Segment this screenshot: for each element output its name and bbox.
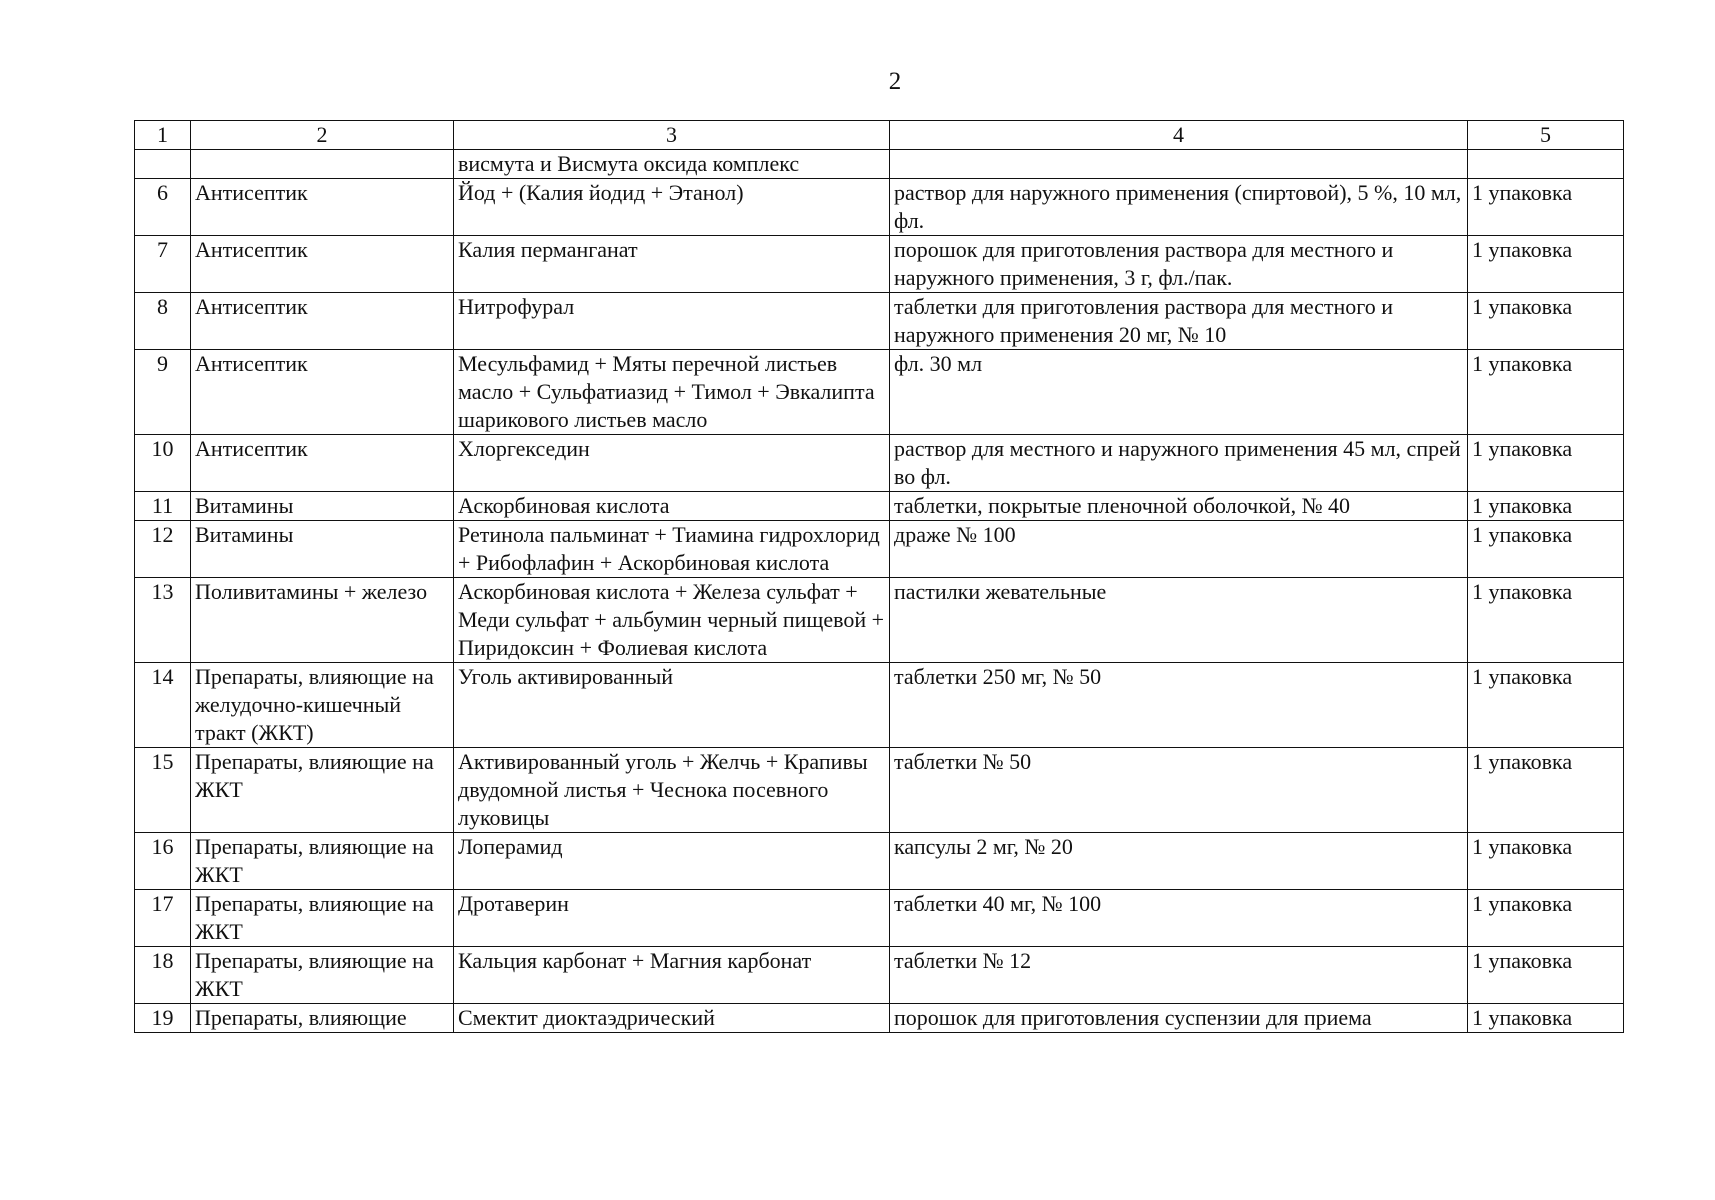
table-row	[135, 1004, 1624, 1033]
row-number: 16	[135, 833, 191, 890]
group-cell: Витамины	[191, 521, 454, 578]
form-cell: таблетки 250 мг, № 50	[890, 663, 1468, 748]
group-cell: Препараты, влияющие на желудочно-кишечный тракт (ЖКТ)	[191, 663, 454, 748]
column-header-4: 4	[890, 121, 1468, 150]
table-row	[135, 435, 1624, 492]
form-cell: пастилки жевательные	[890, 578, 1468, 663]
form-cell	[890, 150, 1468, 179]
form-cell: таблетки № 12	[890, 947, 1468, 1004]
column-header-2: 2	[191, 121, 454, 150]
quantity-cell: 1 упаковка	[1468, 293, 1624, 350]
quantity-cell: 1 упаковка	[1468, 890, 1624, 947]
group-cell: Препараты, влияющие на ЖКТ	[191, 748, 454, 833]
quantity-cell: 1 упаковка	[1468, 492, 1624, 521]
form-cell: таблетки для приготовления раствора для местного и наружного применения 20 мг, № 10	[890, 293, 1468, 350]
table-row	[135, 492, 1624, 521]
table-row	[135, 947, 1624, 1004]
quantity-cell: 1 упаковка	[1468, 236, 1624, 293]
group-cell: Витамины	[191, 492, 454, 521]
form-cell: драже № 100	[890, 521, 1468, 578]
group-cell: Антисептик	[191, 179, 454, 236]
row-number: 18	[135, 947, 191, 1004]
group-cell: Антисептик	[191, 293, 454, 350]
group-cell: Антисептик	[191, 236, 454, 293]
substance-cell: Аскорбиновая кислота + Железа сульфат + Меди сульфат + альбумин черный пищевой + Пиридоксин + Фолиевая кислота	[454, 578, 890, 663]
form-cell: порошок для приготовления суспензии для приема	[890, 1004, 1468, 1033]
quantity-cell: 1 упаковка	[1468, 435, 1624, 492]
form-cell: раствор для местного и наружного применения 45 мл, спрей во фл.	[890, 435, 1468, 492]
form-cell: таблетки, покрытые пленочной оболочкой, № 40	[890, 492, 1468, 521]
substance-cell: Йод + (Калия йодид + Этанол)	[454, 179, 890, 236]
quantity-cell: 1 упаковка	[1468, 578, 1624, 663]
group-cell: Препараты, влияющие	[191, 1004, 454, 1033]
row-number: 15	[135, 748, 191, 833]
substance-cell: Месульфамид + Мяты перечной листьев масло + Сульфатиазид + Тимол + Эвкалипта шарикового листьев масло	[454, 350, 890, 435]
quantity-cell: 1 упаковка	[1468, 1004, 1624, 1033]
substance-cell: Кальция карбонат + Магния карбонат	[454, 947, 890, 1004]
substance-cell: Активированный уголь + Желчь + Крапивы двудомной листья + Чеснока посевного луковицы	[454, 748, 890, 833]
row-number: 6	[135, 179, 191, 236]
row-number: 10	[135, 435, 191, 492]
table-row	[135, 663, 1624, 748]
table-row	[135, 350, 1624, 435]
row-number: 7	[135, 236, 191, 293]
table-row	[135, 293, 1624, 350]
substance-cell: Смектит диоктаэдрический	[454, 1004, 890, 1033]
table-row	[135, 236, 1624, 293]
substance-cell: висмута и Висмута оксида комплекс	[454, 150, 890, 179]
header-row	[135, 121, 1624, 150]
form-cell: фл. 30 мл	[890, 350, 1468, 435]
substance-cell: Аскорбиновая кислота	[454, 492, 890, 521]
table-row	[135, 748, 1624, 833]
quantity-cell	[1468, 150, 1624, 179]
table-row	[135, 150, 1624, 179]
quantity-cell: 1 упаковка	[1468, 947, 1624, 1004]
form-cell: порошок для приготовления раствора для местного и наружного применения, 3 г, фл./пак.	[890, 236, 1468, 293]
table-row	[135, 179, 1624, 236]
group-cell: Препараты, влияющие на ЖКТ	[191, 890, 454, 947]
substance-cell: Калия перманганат	[454, 236, 890, 293]
form-cell: капсулы 2 мг, № 20	[890, 833, 1468, 890]
table-row	[135, 833, 1624, 890]
group-cell	[191, 150, 454, 179]
substance-cell: Ретинола пальминат + Тиамина гидрохлорид + Рибофлафин + Аскорбиновая кислота	[454, 521, 890, 578]
form-cell: таблетки 40 мг, № 100	[890, 890, 1468, 947]
substance-cell: Нитрофурал	[454, 293, 890, 350]
form-cell: таблетки № 50	[890, 748, 1468, 833]
quantity-cell: 1 упаковка	[1468, 350, 1624, 435]
quantity-cell: 1 упаковка	[1468, 179, 1624, 236]
substance-cell: Хлоргекседин	[454, 435, 890, 492]
form-cell: раствор для наружного применения (спиртовой), 5 %, 10 мл, фл.	[890, 179, 1468, 236]
quantity-cell: 1 упаковка	[1468, 833, 1624, 890]
substance-cell: Дротаверин	[454, 890, 890, 947]
row-number: 8	[135, 293, 191, 350]
column-header-5: 5	[1468, 121, 1624, 150]
table-row	[135, 890, 1624, 947]
row-number: 17	[135, 890, 191, 947]
row-number: 9	[135, 350, 191, 435]
quantity-cell: 1 упаковка	[1468, 521, 1624, 578]
row-number: 19	[135, 1004, 191, 1033]
page-number: 2	[888, 68, 902, 95]
substance-cell: Лоперамид	[454, 833, 890, 890]
group-cell: Антисептик	[191, 435, 454, 492]
column-header-1: 1	[135, 121, 191, 150]
group-cell: Антисептик	[191, 350, 454, 435]
group-cell: Поливитамины + железо	[191, 578, 454, 663]
column-header-3: 3	[454, 121, 890, 150]
table-row	[135, 578, 1624, 663]
row-number: 11	[135, 492, 191, 521]
row-number: 13	[135, 578, 191, 663]
quantity-cell: 1 упаковка	[1468, 663, 1624, 748]
quantity-cell: 1 упаковка	[1468, 748, 1624, 833]
medication-table	[134, 120, 1624, 1033]
table-row	[135, 521, 1624, 578]
group-cell: Препараты, влияющие на ЖКТ	[191, 947, 454, 1004]
row-number: 14	[135, 663, 191, 748]
row-number: 12	[135, 521, 191, 578]
substance-cell: Уголь активированный	[454, 663, 890, 748]
group-cell: Препараты, влияющие на ЖКТ	[191, 833, 454, 890]
row-number	[135, 150, 191, 179]
